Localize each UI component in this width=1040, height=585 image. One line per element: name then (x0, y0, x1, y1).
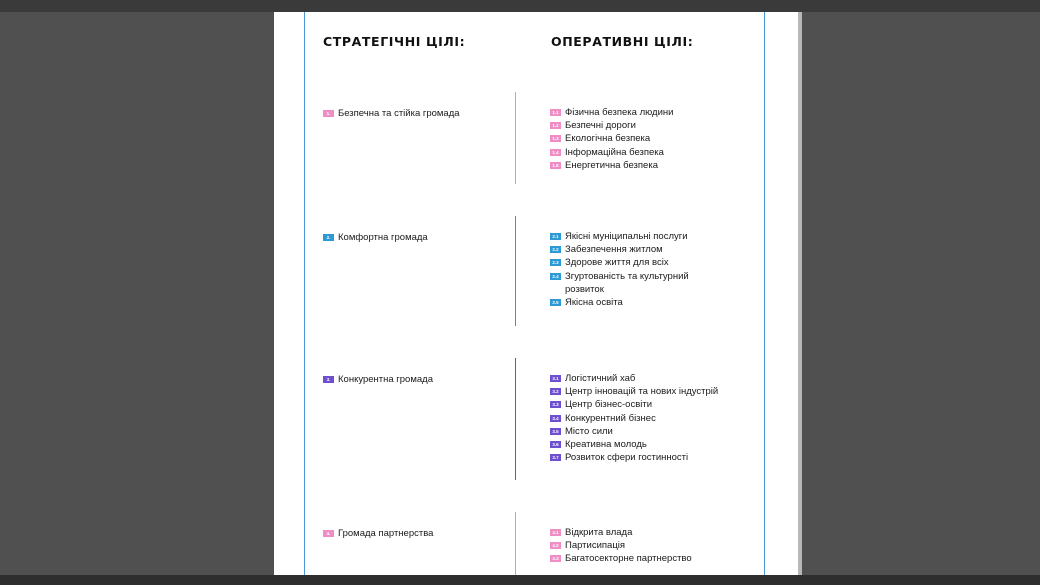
operative-goal-label: Енергетична безпека (565, 159, 658, 171)
operative-goal-item (550, 552, 750, 565)
goal-1-divider-line (515, 92, 516, 184)
operative-goal-item (550, 526, 750, 539)
operative-goal-code-badge: 3.1 (550, 375, 561, 382)
operative-goal-item (550, 412, 750, 425)
strategic-goals-heading: СТРАТЕГІЧНІ ЦІЛІ: (323, 34, 466, 49)
document-page (274, 12, 798, 575)
operative-goal-label: Партисипація (565, 540, 626, 552)
operative-goal-code-badge: 1.1 (550, 109, 561, 116)
page-edge-shadow (798, 12, 802, 575)
viewer-bottom-bar (0, 575, 1040, 585)
operative-goal-item (550, 296, 750, 309)
operative-goal-item (550, 451, 750, 464)
strategic-goal-1 (323, 108, 460, 119)
operative-goal-label: Місто сили (565, 425, 613, 437)
operative-goal-label: Якісні муніципальні послуги (565, 231, 688, 242)
operative-goal-code-badge: 1.4 (550, 149, 561, 156)
operative-goals-list-4 (550, 526, 750, 566)
operative-goal-label: Відкрита влада (565, 527, 633, 538)
operative-goal-item (550, 256, 750, 269)
operative-goals-heading: ОПЕРАТИВНІ ЦІЛІ: (551, 34, 694, 49)
operative-goal-label: Креативна молодь (565, 439, 647, 451)
operative-goal-item (550, 243, 750, 256)
operative-goal-code-badge: 4.2 (550, 542, 561, 549)
operative-goal-code-badge: 2.4 (550, 273, 561, 280)
operative-goal-item (550, 425, 750, 438)
operative-goal-item (550, 270, 750, 296)
operative-goal-label: Екологічна безпека (565, 133, 651, 145)
operative-goal-item (550, 372, 750, 385)
operative-goal-item (550, 132, 750, 145)
operative-goal-label: Якісна освіта (565, 297, 623, 309)
operative-goal-code-badge: 3.6 (550, 441, 561, 448)
strategic-goal-3 (323, 374, 433, 385)
goal-label: Безпечна та стійка громада (338, 108, 460, 119)
operative-goal-code-badge: 1.3 (550, 135, 561, 142)
goal-label: Конкурентна громада (338, 374, 433, 385)
goal-label: Громада партнерства (338, 528, 434, 539)
goal-label: Комфортна громада (338, 232, 428, 243)
page-frame-right-line (764, 12, 765, 575)
goal-number-badge: 1. (323, 110, 334, 117)
operative-goal-item (550, 438, 750, 451)
operative-goal-label: Інформаційна безпека (565, 146, 664, 158)
page-frame-left-line (304, 12, 305, 575)
goal-number-badge: 2. (323, 234, 334, 241)
operative-goals-list-1 (550, 106, 750, 172)
operative-goal-code-badge: 4.3 (550, 555, 561, 562)
strategic-goal-2 (323, 232, 428, 243)
goal-number-badge: 3. (323, 376, 334, 383)
operative-goal-label: Згуртованість та культурний розвиток (565, 270, 689, 295)
goal-2-divider-line (515, 216, 516, 326)
operative-goal-item (550, 106, 750, 119)
operative-goal-code-badge: 2.1 (550, 233, 561, 240)
operative-goal-code-badge: 3.5 (550, 428, 561, 435)
operative-goal-code-badge: 2.3 (550, 259, 561, 266)
operative-goal-label: Багатосекторне партнерство (565, 553, 692, 565)
operative-goal-label: Забезпечення житлом (565, 244, 663, 256)
operative-goal-code-badge: 4.1 (550, 529, 561, 536)
viewer-top-bar (0, 0, 1040, 12)
goal-4-divider-line (515, 512, 516, 575)
operative-goal-label: Центр інновацій та нових індустрій (565, 386, 719, 398)
operative-goal-item (550, 159, 750, 172)
operative-goals-list-3 (550, 372, 750, 464)
operative-goal-item (550, 230, 750, 243)
operative-goal-code-badge: 2.5 (550, 299, 561, 306)
operative-goal-code-badge: 3.3 (550, 401, 561, 408)
operative-goal-code-badge: 3.7 (550, 454, 561, 461)
goal-number-badge: 4. (323, 530, 334, 537)
operative-goal-item (550, 398, 750, 411)
operative-goal-label: Розвиток сфери гостинності (565, 452, 689, 464)
operative-goal-label: Конкурентний бізнес (565, 412, 656, 424)
operative-goal-code-badge: 1.2 (550, 122, 561, 129)
operative-goal-label: Фізична безпека людини (565, 107, 674, 118)
operative-goal-label: Здорове життя для всіх (565, 257, 669, 269)
operative-goal-label: Безпечні дороги (565, 120, 636, 132)
operative-goal-label: Логістичний хаб (565, 373, 636, 384)
operative-goal-item (550, 539, 750, 552)
operative-goal-code-badge: 2.2 (550, 246, 561, 253)
operative-goal-item (550, 146, 750, 159)
operative-goal-code-badge: 3.4 (550, 415, 561, 422)
goal-3-divider-line (515, 358, 516, 480)
operative-goal-code-badge: 1.5 (550, 162, 561, 169)
operative-goal-item (550, 119, 750, 132)
operative-goal-item (550, 385, 750, 398)
operative-goal-code-badge: 3.2 (550, 388, 561, 395)
operative-goals-list-2 (550, 230, 750, 309)
strategic-goal-4 (323, 528, 433, 539)
operative-goal-label: Центр бізнес-освіти (565, 399, 653, 411)
